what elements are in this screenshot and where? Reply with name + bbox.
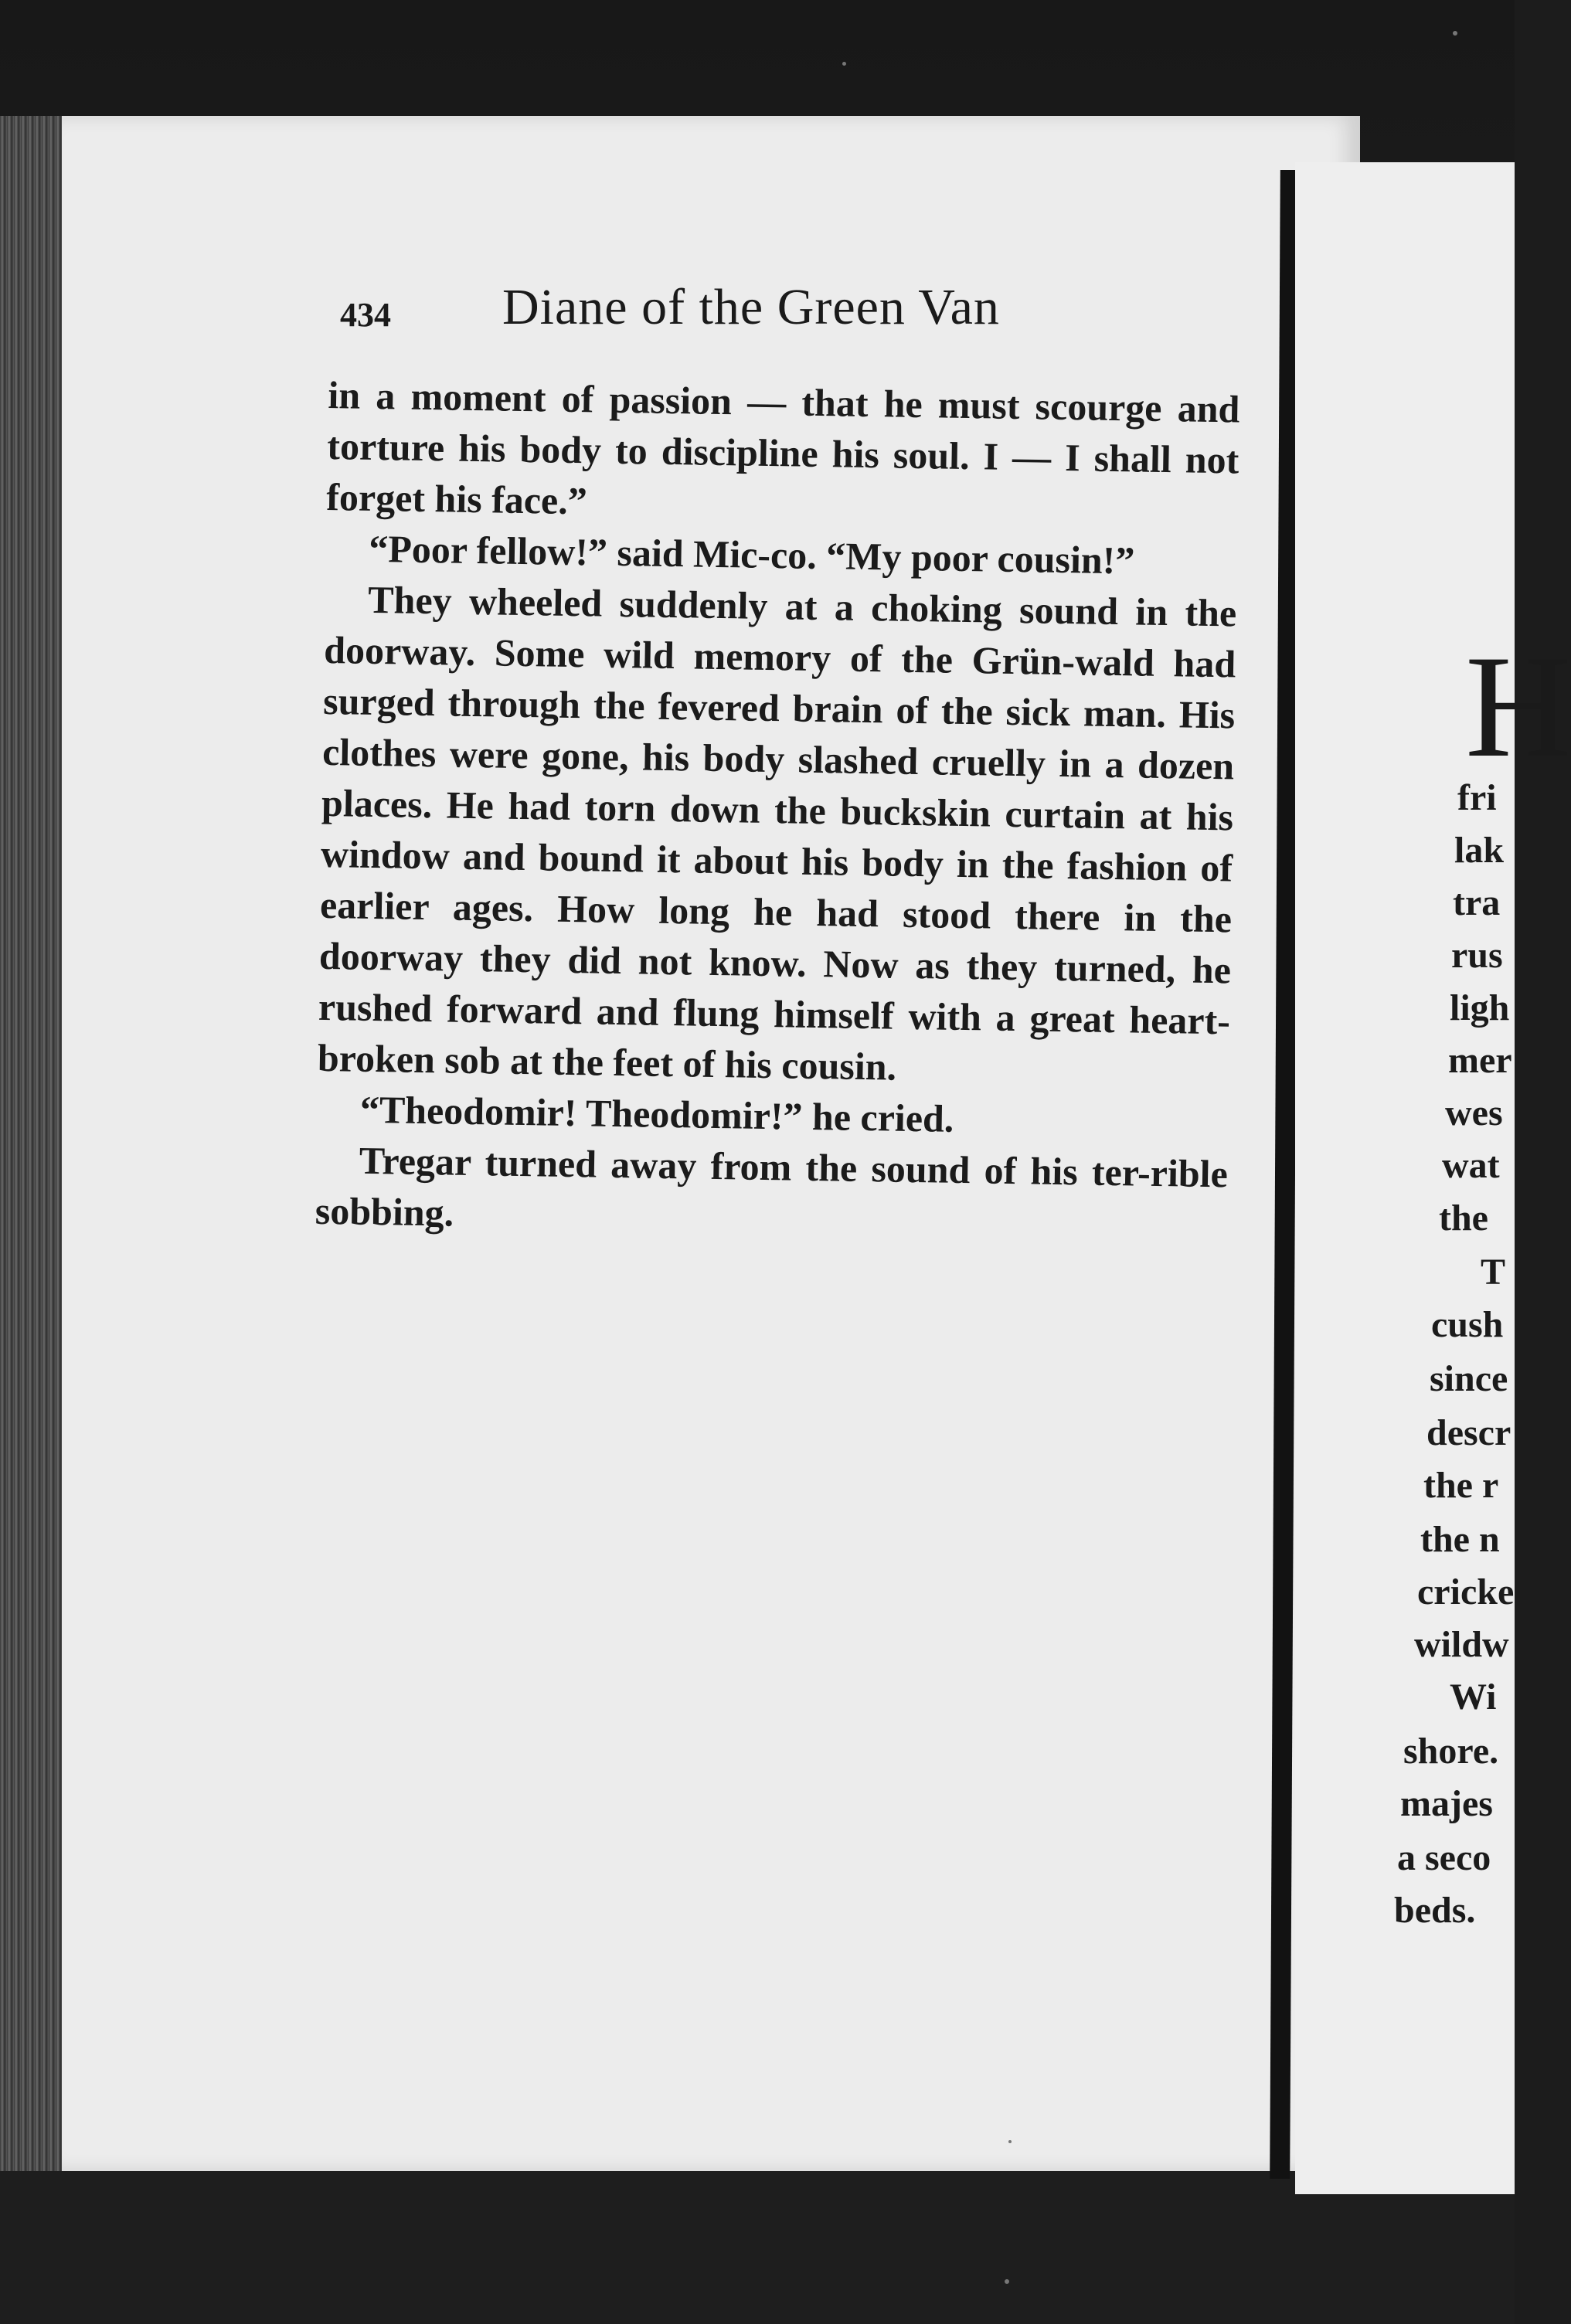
page-number: 434 xyxy=(340,296,391,334)
right-page-line: majes xyxy=(1400,1783,1493,1824)
paragraph-narrative: They wheeled suddenly at a choking sound in the doorway. Some wild memory of the Grün-wald had surged through the fevered brain of the sick man. His clothes were gone, his body slashed cruelly in a dozen places. He had torn down the buckskin curtain at his window and bound it about his body in the fashion of earlier ages. How long he had stood there in the doorway they did not know. Now as they turned, he rushed forward and flung himself with a great heart-broken sob at the feet of his cousin. xyxy=(317,577,1237,1089)
right-page-line: rus xyxy=(1451,935,1503,976)
right-page xyxy=(1295,162,1571,2194)
right-page-line: cricke xyxy=(1417,1571,1515,1612)
right-page-line: tra xyxy=(1453,882,1501,923)
right-page-line: wes xyxy=(1445,1092,1503,1133)
scan-speck xyxy=(842,62,846,66)
right-page-line: cush xyxy=(1431,1304,1504,1345)
right-page-line: the n xyxy=(1420,1519,1500,1560)
scan-speck xyxy=(1453,31,1457,36)
page-body xyxy=(315,369,1239,1250)
paragraph-continued: in a moment of passion — that he must scourge and torture his body to discipline his soul. I — I shall not forget his face.” xyxy=(325,372,1240,523)
right-page-line: a seco xyxy=(1397,1837,1491,1878)
right-page-line: since xyxy=(1430,1358,1508,1399)
right-page-line: beds. xyxy=(1394,1890,1476,1931)
right-page-line: Wi xyxy=(1450,1677,1497,1718)
right-page-line: shore. xyxy=(1403,1731,1499,1772)
scan-speck xyxy=(1005,2279,1009,2284)
paragraph-dialogue-1: “Poor fellow!” said Mic-co. “My poor cousin!” xyxy=(368,526,1135,583)
running-title: Diane of the Green Van xyxy=(502,279,1000,335)
right-page-line: wildw xyxy=(1414,1624,1509,1665)
scan-speck xyxy=(1008,2140,1012,2143)
page-header xyxy=(336,278,1186,348)
right-page-line: mer xyxy=(1448,1040,1512,1081)
right-page-line: fri xyxy=(1457,777,1497,818)
paragraph-dialogue-2: “Theodomir! Theodomir!” he cried. xyxy=(359,1087,954,1140)
right-page-line: descr xyxy=(1426,1412,1511,1453)
right-page-line: T xyxy=(1481,1252,1506,1293)
right-page-line: the xyxy=(1439,1198,1488,1238)
right-page-line: the r xyxy=(1423,1465,1499,1506)
right-page-line: wat xyxy=(1442,1145,1500,1186)
paragraph-closing: Tregar turned away from the sound of his ter-rible sobbing. xyxy=(315,1138,1229,1235)
book-page-edges xyxy=(0,116,62,2171)
right-page-line: ligh xyxy=(1450,987,1510,1028)
right-page-line: lak xyxy=(1454,830,1505,871)
drop-cap: H xyxy=(1465,626,1571,788)
